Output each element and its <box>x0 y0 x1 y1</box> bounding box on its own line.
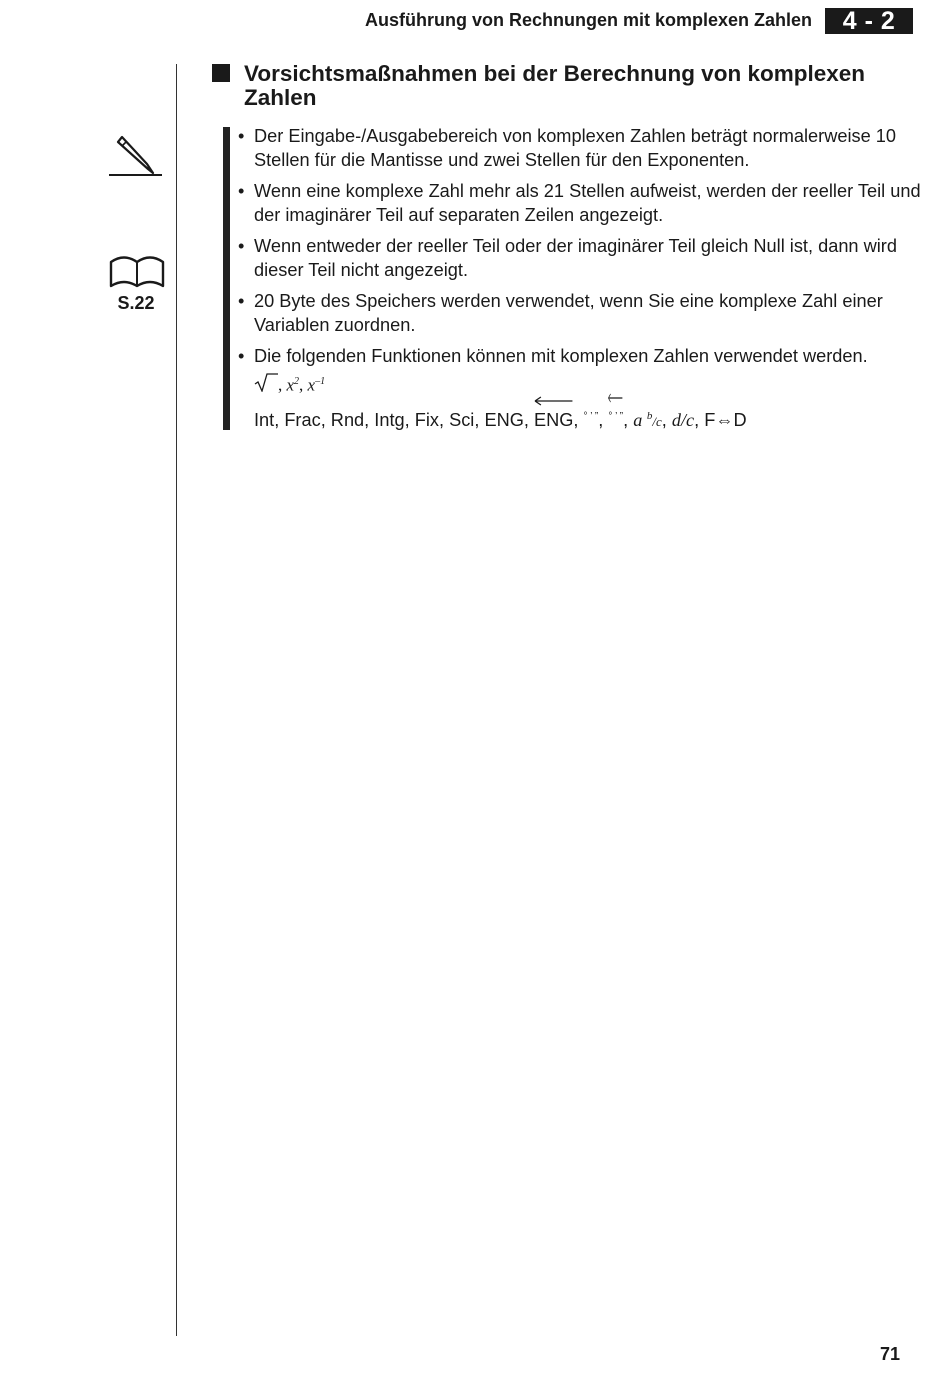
list-item <box>238 124 928 172</box>
bullet-icon: • <box>238 126 245 146</box>
left-arrow-icon <box>534 396 573 406</box>
list-item <box>238 234 928 282</box>
function-list: Int, Frac, Rnd, Intg, Fix, Sci, ENG, <box>254 410 534 431</box>
formula-line <box>238 370 928 398</box>
header-title: Ausführung von Rechnungen mit komplexen Zahlen <box>364 10 812 30</box>
list-item-text: 20 Byte des Speichers werden verwendet, wenn Sie eine komplexe Zahl einer Variablen zuordnen. <box>254 291 883 335</box>
separator: , <box>694 410 705 431</box>
list-item-text: Wenn entweder der reeller Teil oder der imaginärer Teil gleich Null ist, dann wird dieser Teil nicht angezeigt. <box>254 236 897 280</box>
margin-rule <box>176 64 177 1336</box>
heading-text: Vorsichtsmaßnahmen bei der Berechnung von komplexen Zahlen <box>244 61 865 110</box>
page-header <box>0 4 950 36</box>
section-number-badge: 4 - 2 <box>825 8 913 34</box>
separator: , <box>661 410 672 431</box>
list-item-text: Der Eingabe-/Ausgabebereich von komplexen Zahlen beträgt normalerweise 10 Stellen für die Mantisse und zwei Stellen für den Exponenten. <box>254 126 896 170</box>
function-line <box>238 404 928 434</box>
eng-left-label: ENG <box>533 410 574 431</box>
fd-function: F⇔D <box>704 410 747 431</box>
square-root-icon <box>254 372 278 392</box>
book-icon <box>108 254 166 292</box>
note-list <box>238 124 928 434</box>
note-bar <box>223 127 230 430</box>
fraction-a: a <box>633 410 647 431</box>
formula-exponent: –1 <box>315 376 326 387</box>
pencil-icon <box>108 128 164 178</box>
bullet-icon: • <box>238 291 245 311</box>
bullet-icon: • <box>238 236 245 256</box>
formula-var: x <box>307 375 316 395</box>
list-item-text: Wenn eine komplexe Zahl mehr als 21 Stellen aufweist, werden der reeller Teil und der imaginärer Teil auf separaten Zeilen angezeigt. <box>254 181 921 225</box>
formula-separator: , <box>299 375 308 395</box>
formula-exponent: 2 <box>294 376 300 387</box>
formula-text <box>278 370 325 398</box>
list-item <box>238 289 928 337</box>
list-item <box>238 344 928 368</box>
bullet-icon: • <box>238 181 245 201</box>
eng-left-function <box>534 408 573 432</box>
heading-square-icon <box>212 64 230 82</box>
dms-left-label: ° ’ ” <box>608 411 624 422</box>
bullet-icon: • <box>238 346 245 366</box>
fraction-dc: d/c <box>671 410 695 431</box>
separator: , <box>573 410 584 431</box>
fraction-c: /c <box>652 414 662 430</box>
list-item-text: Die folgenden Funktionen können mit komplexen Zahlen verwendet werden. <box>254 346 868 366</box>
separator: , <box>598 410 609 431</box>
reference-page-label: S.22 <box>117 293 155 313</box>
page-number: 71 <box>880 1344 901 1364</box>
separator: , <box>623 410 634 431</box>
left-arrow-icon <box>608 393 623 403</box>
dms-function: ° ’ ” <box>583 411 599 422</box>
formula-separator: , <box>278 375 287 395</box>
section-heading <box>212 62 932 110</box>
list-item <box>238 179 928 227</box>
dms-left-function <box>608 405 623 432</box>
formula-var: x <box>286 375 295 395</box>
fraction-b: b <box>646 410 653 422</box>
